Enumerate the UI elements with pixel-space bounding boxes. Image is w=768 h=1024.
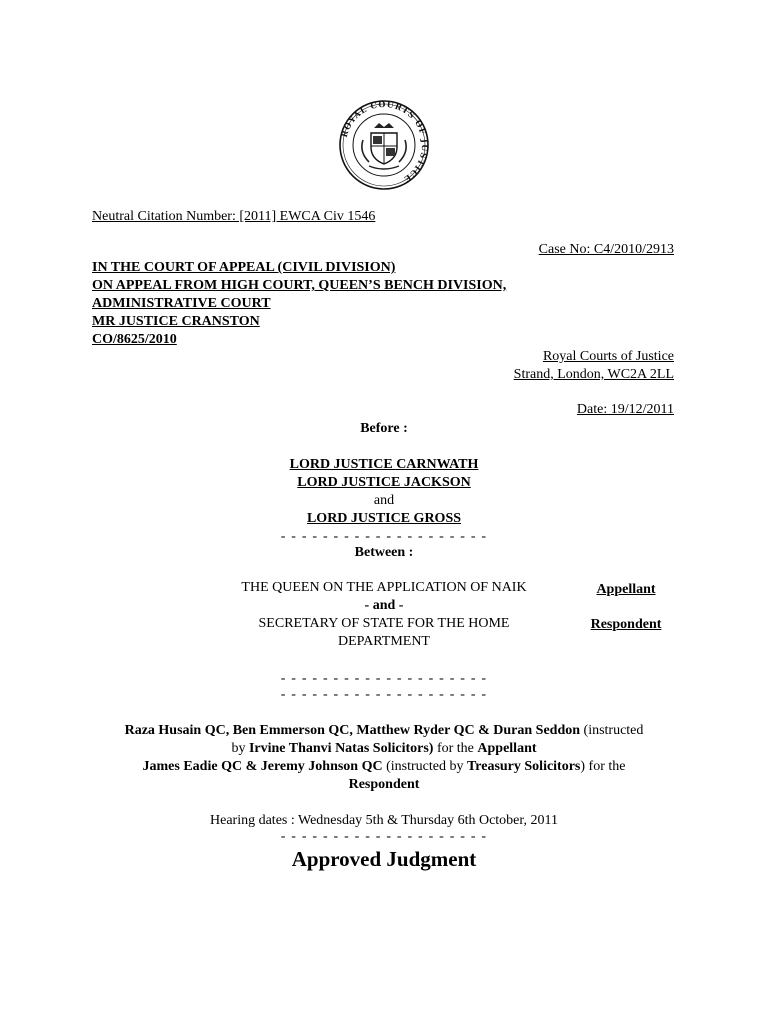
- separator-4: - - - - - - - - - - - - - - - - - - - -: [280, 829, 488, 844]
- appellant-role: Appellant: [596, 582, 656, 597]
- court-location: [514, 348, 674, 384]
- respondent-role: Respondent: [590, 617, 662, 632]
- court-line-2: ON APPEAL FROM HIGH COURT, QUEEN’S BENCH DIVISION,: [92, 278, 507, 293]
- counsel-block: [80, 722, 688, 794]
- counsel-appellant-line-1: Raza Husain QC, Ben Emmerson QC, Matthew Ryder QC & Duran Seddon (instructed: [124, 723, 644, 738]
- separator-3: - - - - - - - - - - - - - - - - - - - -: [280, 687, 488, 702]
- counsel-respondent-line-2: Respondent: [348, 777, 420, 792]
- separator-1: - - - - - - - - - - - - - - - - - - - -: [280, 529, 488, 544]
- judge-gross: LORD JUSTICE GROSS: [306, 511, 462, 526]
- hearing-dates: Hearing dates : Wednesday 5th & Thursday 6th October, 2011: [210, 813, 558, 828]
- judges-and: and: [373, 493, 395, 508]
- judge-carnwath: LORD JUSTICE CARNWATH: [289, 457, 479, 472]
- royal-courts-seal: [333, 100, 435, 190]
- judgment-title: Approved Judgment: [291, 847, 477, 871]
- before-label: Before :: [360, 421, 408, 436]
- judge-jackson: LORD JUSTICE JACKSON: [297, 475, 471, 490]
- court-details: [92, 259, 506, 349]
- counsel-appellant-line-2: by Irvine Thanvi Natas Solicitors) for the Appellant: [231, 741, 537, 756]
- court-line-1: IN THE COURT OF APPEAL (CIVIL DIVISION): [92, 260, 396, 275]
- seal-ring-text: ROYAL COURTS OF JUSTICE: [338, 100, 431, 185]
- separator-2: - - - - - - - - - - - - - - - - - - - -: [280, 671, 488, 686]
- respondent-name-line-2: DEPARTMENT: [338, 634, 430, 649]
- neutral-citation: Neutral Citation Number: [2011] EWCA Civ 1546: [92, 209, 376, 224]
- counsel-respondent-line-1: James Eadie QC & Jeremy Johnson QC (instructed by Treasury Solicitors) for the: [142, 759, 626, 774]
- location-line-1: Royal Courts of Justice: [542, 349, 674, 364]
- parties: [194, 579, 574, 651]
- appellant-name: THE QUEEN ON THE APPLICATION OF NAIK: [241, 580, 527, 595]
- location-line-2: Strand, London, WC2A 2LL: [513, 367, 674, 382]
- judgment-date: Date: 19/12/2011: [576, 402, 674, 417]
- court-line-5: CO/8625/2010: [92, 332, 177, 347]
- judges-list: [234, 456, 534, 528]
- court-line-4: MR JUSTICE CRANSTON: [92, 314, 260, 329]
- and-separator: - and -: [364, 598, 404, 613]
- between-label: Between :: [354, 545, 414, 560]
- court-line-3: ADMINISTRATIVE COURT: [92, 296, 271, 311]
- case-number: Case No: C4/2010/2913: [538, 242, 674, 257]
- respondent-name-line-1: SECRETARY OF STATE FOR THE HOME: [258, 616, 510, 631]
